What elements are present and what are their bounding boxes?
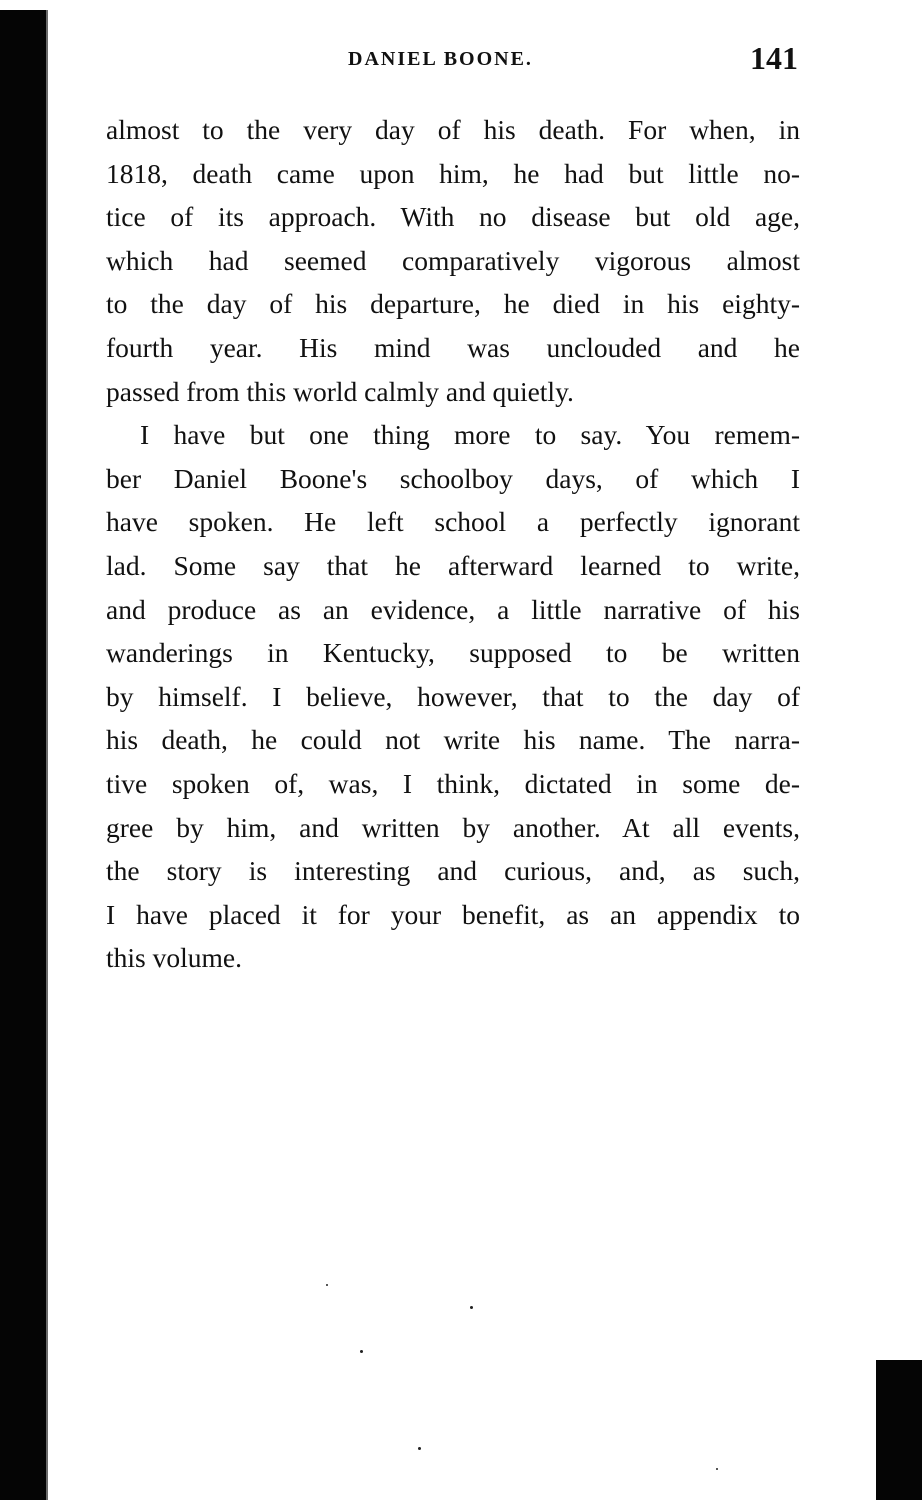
text-line: almost to the very day of his death. For when, in [106,114,800,145]
text-line: the story is interesting and curious, and, as such, [106,855,800,887]
text-line: to the day of his departure, he died in his eighty- [106,288,800,320]
page-number: 141 [750,40,798,76]
text-line: lad. Some say that he afterward learned to write, [106,549,800,581]
text-line: tive spoken of, was, I think, dictated in some de- [106,767,800,799]
text-line: gree by him, and written by another. At all events, [106,811,800,843]
body-text [106,108,800,980]
text-line: tice of its approach. With no disease but old age, [106,201,800,233]
paragraph-1 [106,108,800,413]
scan-speck [418,1447,421,1450]
paragraph-2 [106,413,800,980]
scan-speck [360,1350,363,1353]
text-line: wanderings in Kentucky, supposed to be written [106,637,800,669]
text-line: fourth year. His mind was unclouded and he [106,331,800,363]
text-line: 1818, death came upon him, he had but little no- [106,157,800,189]
text-line: ber Daniel Boone's schoolboy days, of which I [106,462,800,494]
text-line: which had seemed comparatively vigorous almost [106,244,800,276]
text-line: have spoken. He left school a perfectly ignorant [106,506,800,538]
scan-border-right [876,1360,922,1500]
text-line: I have placed it for your benefit, as an appendix to [106,898,800,930]
scan-border-left-edge [46,10,48,1500]
text-line: and produce as an evidence, a little narrative of his [106,593,800,625]
scan-speck [326,1284,328,1286]
text-line: I have but one thing more to say. You remem- [140,419,800,451]
text-line: by himself. I believe, however, that to the day of [106,680,800,712]
running-title: DANIEL BOONE. [348,48,533,70]
text-line: this volume. [106,942,242,974]
scan-speck [716,1468,718,1470]
text-line: his death, he could not write his name. The narra- [106,724,800,756]
scan-border-left [0,10,46,1500]
text-line: passed from this world calmly and quietly. [106,375,574,407]
running-head [106,40,800,80]
scan-speck [470,1306,473,1309]
